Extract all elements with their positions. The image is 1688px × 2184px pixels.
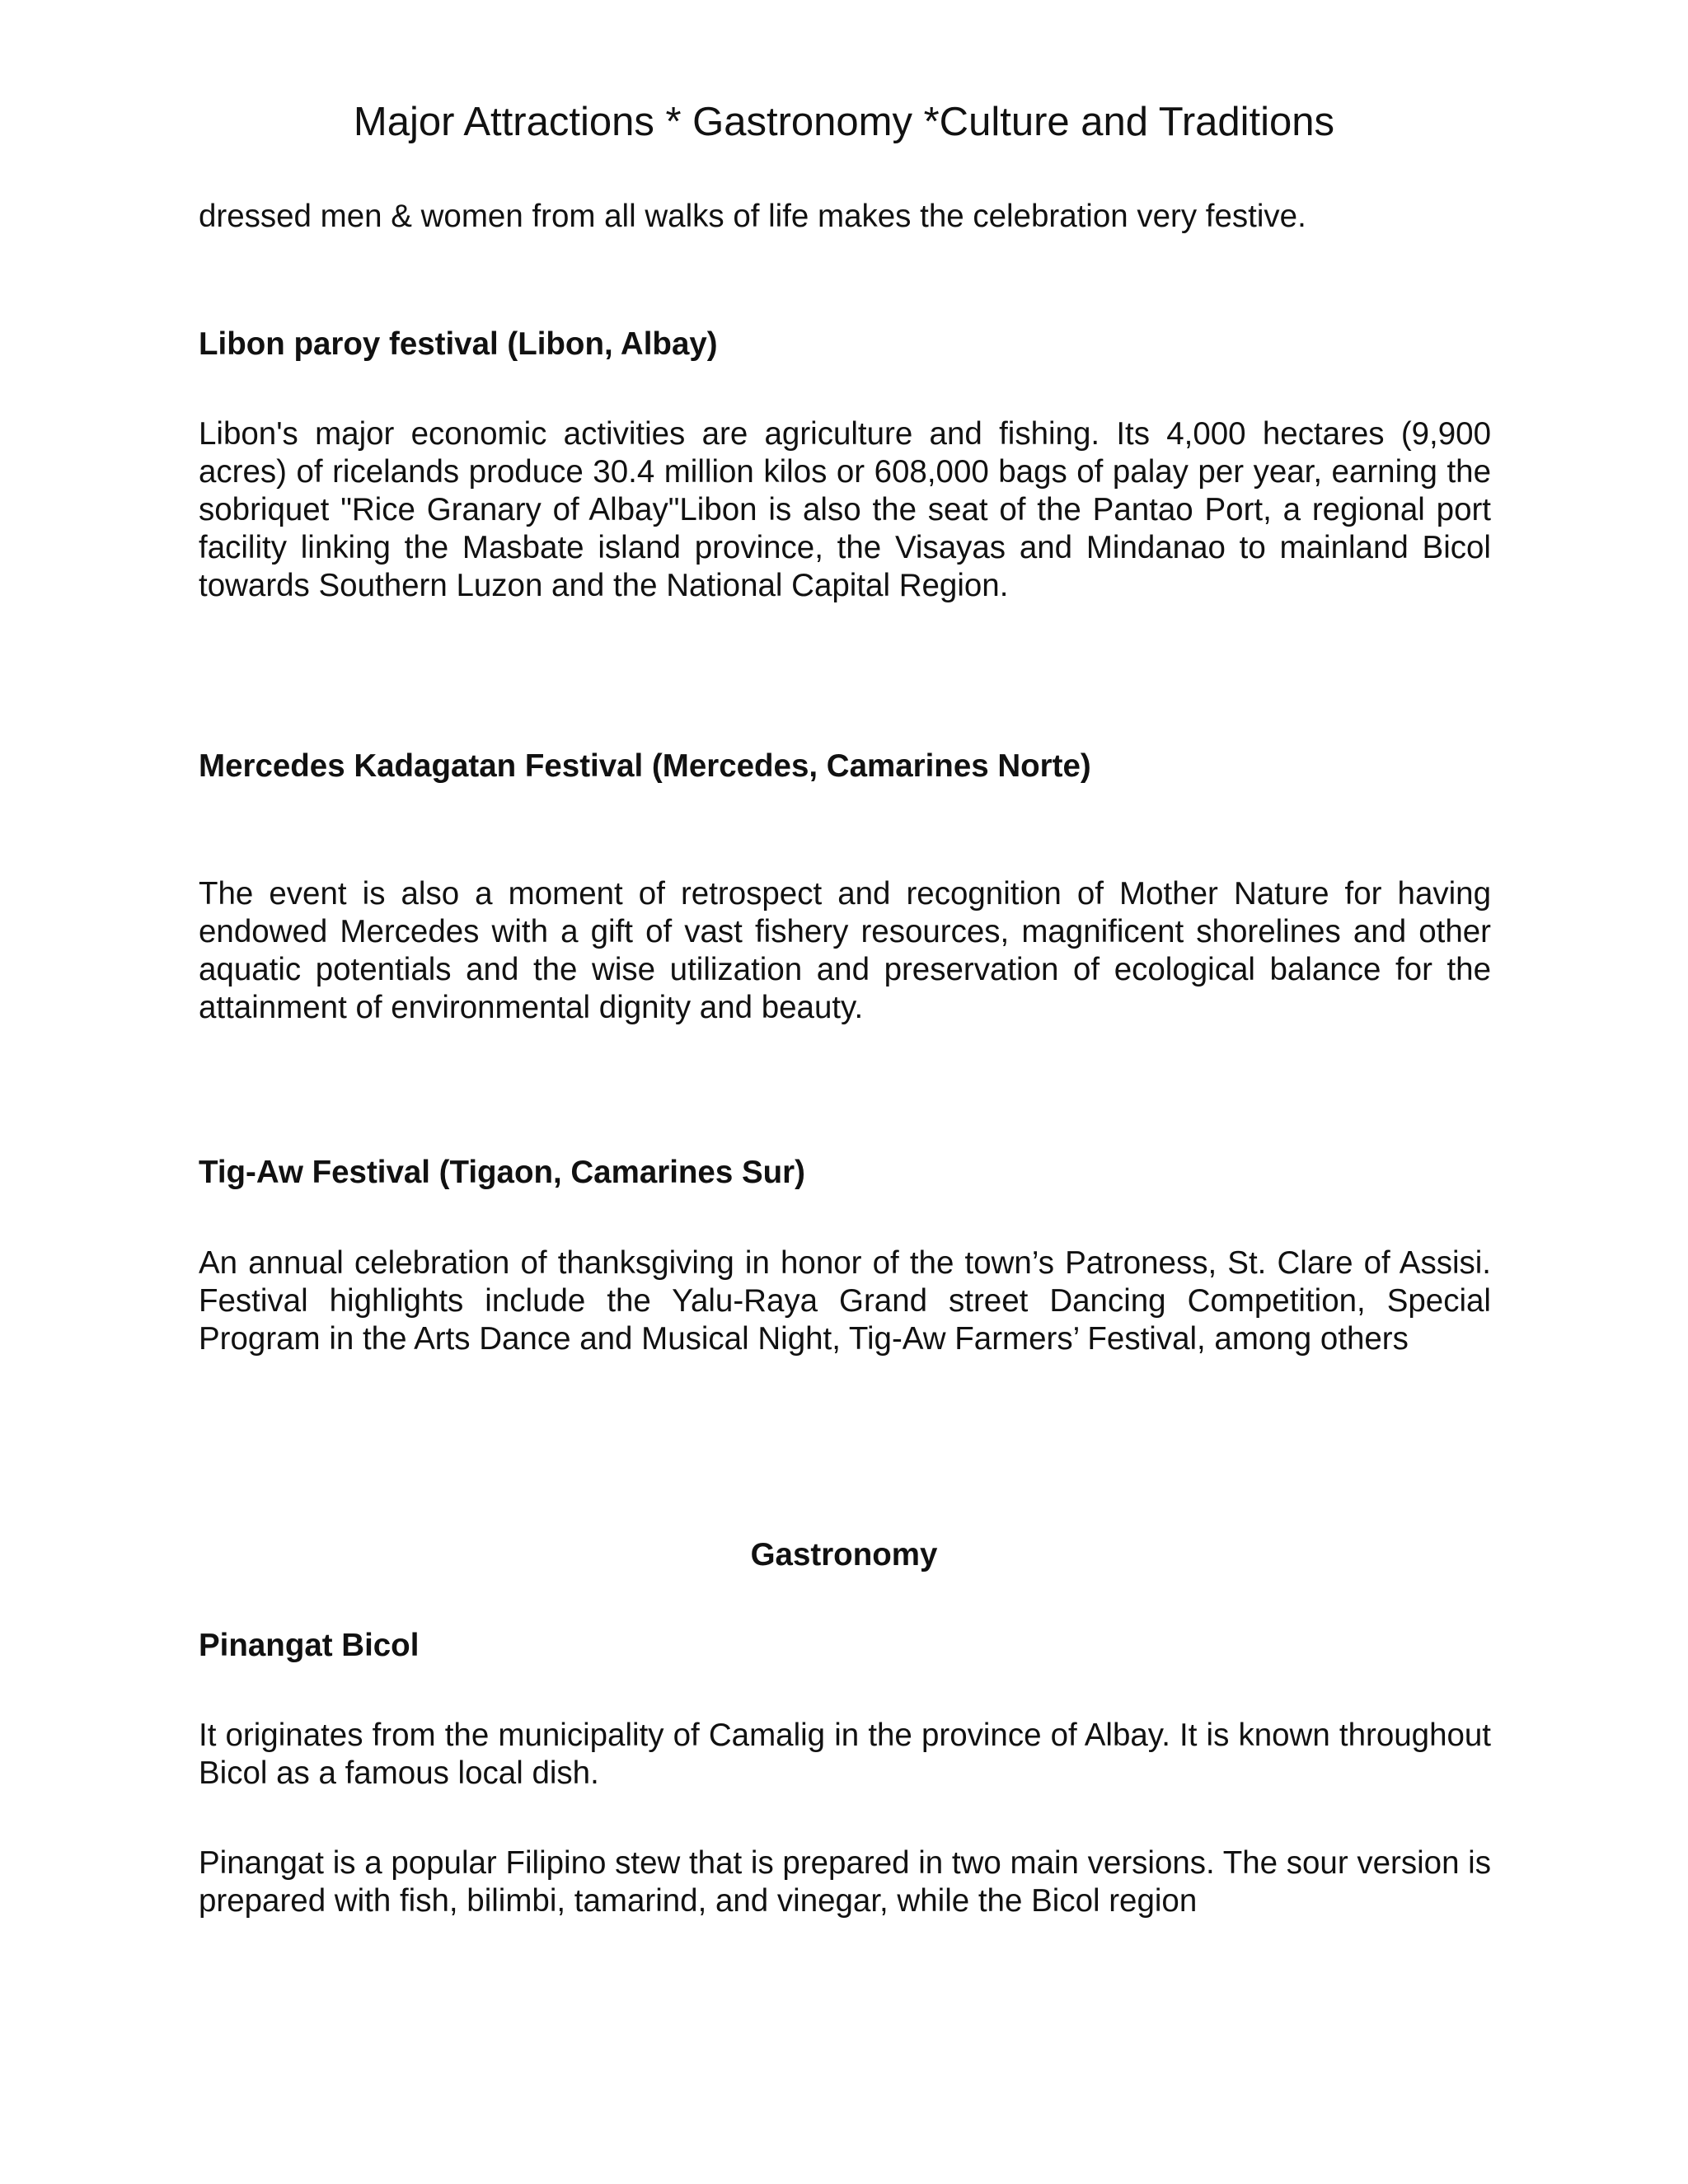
tigaw-body: An annual celebration of thanksgiving in honor of the town’s Patroness, St. Clare of Assisi. Festival highlights include the Yalu-Raya Grand street Dancing Competition, Special Program in the Arts Dance and Musical Night, Tig-Aw Farmers’ Festival, among others xyxy=(199,1245,1491,1357)
libon-body: Libon's major economic activities are agriculture and fishing. Its 4,000 hectares (9,900 acres) of ricelands produce 30.4 million kilos or 608,000 bags of palay per year, earning the sobriquet "Rice Granary of Albay"Libon is also the seat of the Pantao Port, a regional port facility linking the Masbate island province, the Visayas and Mindanao to mainland Bicol towards Southern Luzon and the National Capital Region. xyxy=(199,416,1491,603)
pinangat-heading: Pinangat Bicol xyxy=(199,1628,420,1663)
mercedes-body: The event is also a moment of retrospect and recognition of Mother Nature for having endowed Mercedes with a gift of vast fishery resources, magnificent shorelines and other aquatic potentials and the wise utilization and preservation of ecological balance for the attainment of environmental dignity and beauty. xyxy=(199,876,1491,1025)
page-title: Major Attractions * Gastronomy *Culture and Traditions xyxy=(353,100,1335,144)
tigaw-heading: Tig-Aw Festival (Tigaon, Camarines Sur) xyxy=(199,1155,805,1190)
gastronomy-section-title: Gastronomy xyxy=(750,1537,938,1572)
pinangat-body-1: It originates from the municipality of Camalig in the province of Albay. It is known throughout Bicol as a famous local dish. xyxy=(199,1718,1491,1791)
intro-fragment: dressed men & women from all walks of life makes the celebration very festive. xyxy=(199,199,1306,234)
mercedes-heading: Mercedes Kadagatan Festival (Mercedes, Camarines Norte) xyxy=(199,748,1091,784)
libon-heading: Libon paroy festival (Libon, Albay) xyxy=(199,326,718,362)
pinangat-body-2: Pinangat is a popular Filipino stew that is prepared in two main versions. The sour version is prepared with fish, bilimbi, tamarind, and vinegar, while the Bicol region xyxy=(199,1845,1491,1919)
